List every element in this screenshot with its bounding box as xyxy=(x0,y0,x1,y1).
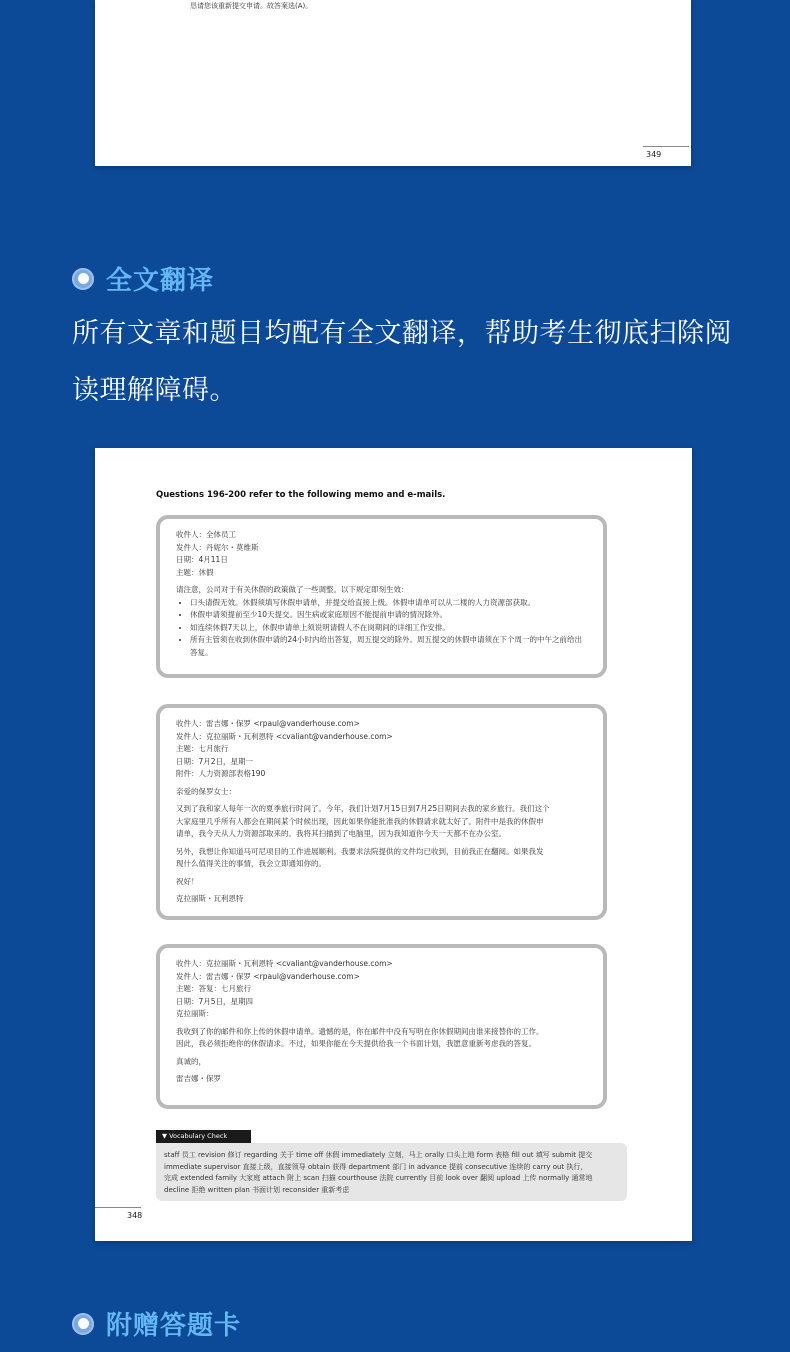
book-page-349 xyxy=(95,0,691,166)
book-page-348 xyxy=(95,448,692,1241)
memo-bullet: • 休假申请须提前至少10天提交。因生病或家庭原因不能提前申请的情况除外。 xyxy=(190,609,589,622)
memo-intro: 请注意，公司对于有关休假的政策做了一些调整。以下规定即刻生效： xyxy=(176,585,409,594)
email-card-1 xyxy=(156,704,607,920)
memo-from: 发件人：丹妮尔・莫维斯 xyxy=(176,542,259,552)
page-rule xyxy=(95,1207,141,1208)
memo-bullet: • 所有主管须在收到休假申请的24小时内给出答复，周五提交的除外。周五提交的休假申请须在下个周一的中午之前给出答复。 xyxy=(190,634,589,659)
email1-greeting: 亲爱的保罗女士： xyxy=(176,786,236,796)
vocab-line: staff 员工 revision 修订 regarding 关于 time off 休假 immediately 立刻，马上 orally 口头上地 form 表格 fill out 填写 submit 提交 xyxy=(164,1151,593,1159)
section-heading-answer-sheet xyxy=(72,1305,241,1342)
section-title: 附赠答题卡 xyxy=(106,1311,242,1341)
email1-body-line: 大家庭里几乎所有人都会在期间某个时候出现，因此如果你能批准我的休假请求就太好了。附件中是我的休假申 xyxy=(176,816,544,826)
memo-bullet: • 口头请假无效。休假须填写休假申请单，并提交给直接上级。休假申请单可以从二楼的人力资源部获取。 xyxy=(190,597,589,610)
email2-signature: 雷吉娜・保罗 xyxy=(176,1074,221,1083)
page-rule xyxy=(643,146,689,147)
email1-subject: 主题：七月旅行 xyxy=(176,744,229,753)
email2-body-line: 我收到了你的邮件和你上传的休假申请单。遗憾的是，你在邮件中没有写明在你休假期间由谁来接替你的工作。 xyxy=(176,1026,544,1036)
email2-from: 发件人：雷吉娜・保罗 <rpaul@vanderhouse.com> xyxy=(176,971,360,981)
section-title: 全文翻译 xyxy=(106,266,215,296)
memo-bullet-list xyxy=(176,597,589,660)
email1-closing: 祝好！ xyxy=(176,876,199,886)
page-number: 348 xyxy=(127,1211,143,1220)
email2-closing: 真诚的， xyxy=(176,1056,206,1066)
email-card-2 xyxy=(156,944,607,1109)
section-heading-translation xyxy=(72,260,214,297)
email1-body-line: 另外，我想让你知道马可尼项目的工作进展顺利。我要求法院提供的文件均已收到，目前我正在翻阅。如果我发 xyxy=(176,846,544,856)
answer-line: 恳请您该重新提交申请。故答案选(A)。 xyxy=(190,2,313,10)
questions-title: Questions 196-200 refer to the following memo and e-mails. xyxy=(156,490,446,500)
memo-bullet: • 如连续休假7天以上，休假申请单上须说明请假人不在岗期间的详细工作安排。 xyxy=(190,622,589,635)
memo-to: 收件人：全体员工 xyxy=(176,530,236,539)
memo-date: 日期：4月11日 xyxy=(176,555,228,564)
vocab-line: immediate supervisor 直接上级，直接领导 obtain 获得 department 部门 in advance 提前 consecutive 连续的 carry out 执行， xyxy=(164,1162,588,1171)
vocabulary-box xyxy=(156,1143,627,1201)
circle-bullet-icon xyxy=(72,268,94,290)
page-number: 349 xyxy=(646,150,662,159)
memo-subject: 主题：休假 xyxy=(176,567,214,577)
vocab-line: decline 拒绝 written plan 书面计划 reconsider 重新考虑 xyxy=(164,1185,350,1194)
vocabulary-check-label: ▼ Vocabulary Check xyxy=(156,1130,251,1143)
email2-to: 收件人：克拉丽斯・瓦利恩特 <cvaliant@vanderhouse.com> xyxy=(176,959,393,968)
email1-body-line: 请单，我今天从人力资源部取来的。我将其扫描到了电脑里，因为我知道你今天一天都不在办公室。 xyxy=(176,829,506,838)
circle-bullet-icon xyxy=(72,1313,94,1335)
email1-signature: 克拉丽斯・瓦利恩特 xyxy=(176,894,244,903)
section-description: 所有文章和题目均配有全文翻译，帮助考生彻底扫除阅读理解障碍。 xyxy=(72,318,732,406)
email1-attachment: 附件：人力资源部表格190 xyxy=(176,769,266,778)
vocab-line: 完成 extended family 大家庭 attach 附上 scan 扫描 courthouse 法院 currently 目前 look over 翻阅 upload 上传 normally 通常地 xyxy=(164,1174,593,1182)
email1-body-line: 又到了我和家人每年一次的夏季旅行时间了。今年，我们计划7月15日到7月25日期间去我的家乡旅行。我们这个 xyxy=(176,804,550,813)
email1-body-line: 现什么值得关注的事情，我会立即通知你的。 xyxy=(176,859,326,868)
email2-greeting: 克拉丽斯： xyxy=(176,1009,214,1018)
email2-body-line: 因此，我必须拒绝你的休假请求。不过，如果你能在今天提供给我一个书面计划，我愿意重新考虑我的答复。 xyxy=(176,1039,536,1048)
email2-date: 日期：7月5日，星期四 xyxy=(176,996,254,1006)
email2-subject: 主题：答复：七月旅行 xyxy=(176,984,251,993)
email1-to: 收件人：雷吉娜・保罗 <rpaul@vanderhouse.com> xyxy=(176,719,360,728)
email1-date: 日期：7月2日，星期一 xyxy=(176,756,254,766)
memo-card xyxy=(156,515,607,678)
email1-from: 发件人：克拉丽斯・瓦利恩特 <cvaliant@vanderhouse.com> xyxy=(176,731,393,741)
